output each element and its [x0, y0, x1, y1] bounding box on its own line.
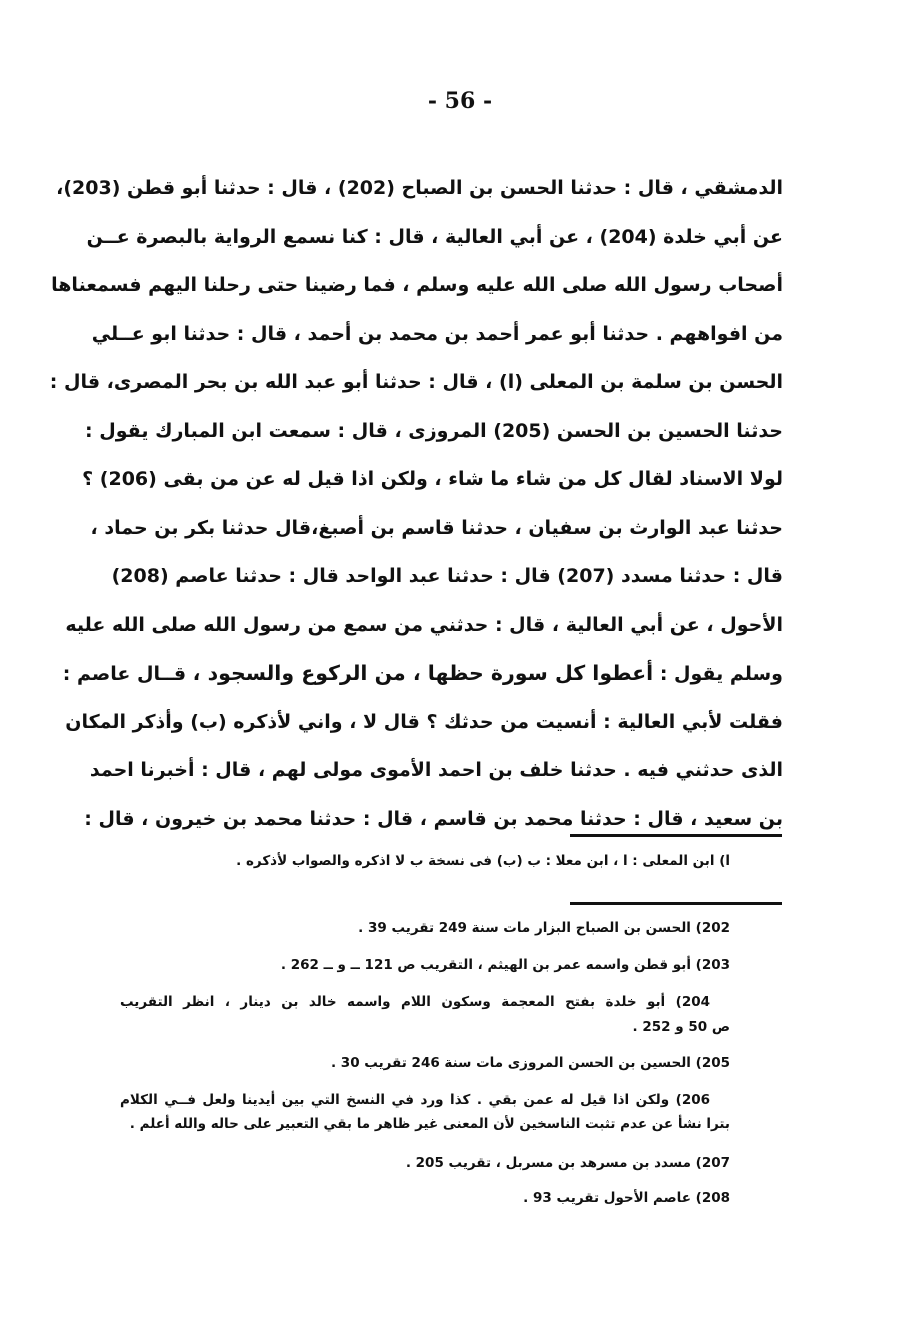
footnote-207: 207) مسدد بن مسرهد بن مسربل ، تقريب 205 . [405, 1155, 730, 1171]
variant-notes-divider [570, 834, 782, 837]
text-line-4: من افواههم . حدثنا أبو عمر أحمد بن محمد بن أحمد ، قال : حدثنا ابو عــلي [91, 322, 783, 345]
text-line-11-after: قــال عاصم : [62, 663, 187, 685]
footnotes-divider [570, 902, 782, 905]
page-number: - 56 - [427, 88, 493, 114]
text-line-9: قال : حدثنا مسدد (207) قال : حدثنا عبد الواحد قال : حدثنا عاصم (208) [111, 565, 783, 587]
text-line-14: بن سعيد ، قال : حدثنا محمد بن قاسم ، قال : حدثنا محمد بن خيرون ، قال : [84, 807, 783, 830]
text-line-3: أصحاب رسول الله صلى الله عليه وسلم ، فما رضينا حتى رحلنا اليهم فسمعناها [51, 274, 783, 296]
text-line-5: الحسن بن سلمة بن المعلى (ا) ، قال : حدثنا أبو عبد الله بن بحر المصرى، قال : [49, 371, 783, 393]
text-line-8: حدثنا عبد الوارث بن سفيان ، حدثنا قاسم بن أصبغ،قال حدثنا بكر بن حماد ، [90, 516, 783, 539]
text-line-1: الدمشقي ، قال : حدثنا الحسن بن الصباح (202) ، قال : حدثنا أبو قطن (203)، [56, 177, 783, 199]
footnote-203: 203) أبو قطن واسمه عمر بن الهيثم ، التقريب ص 121 ــ و ــ 262 . [280, 957, 730, 973]
text-line-12: فقلت لأبي العالية : أنسيت من حدثك ؟ قال لا ، واني لأذكره (ب) وأذكر المكان [65, 710, 783, 733]
text-line-6: حدثنا الحسين بن الحسن (205) المروزى ، قال : سمعت ابن المبارك يقول : [85, 419, 783, 442]
footnote-202: 202) الحسن بن الصباح البزار مات سنة 249 تقريب 39 . [358, 920, 730, 936]
text-line-7: لولا الاسناد لقال كل من شاء ما شاء ، ولكن اذا قيل له عن من بقى (206) ؟ [82, 468, 783, 490]
text-line-11-before: وسلم يقول : [659, 663, 783, 685]
footnote-206-line-2: بترا نشأ عن عدم تثبت الناسخين لأن المعنى غير ظاهر ما بقي التعبير على حاله والله أعلم . [129, 1116, 730, 1132]
text-line-11 [62, 653, 783, 702]
footnote-205: 205) الحسين بن الحسن المروزى مات سنة 246 تقريب 30 . [330, 1055, 730, 1071]
footnote-204-line-2: ص 50 و 252 . [632, 1019, 730, 1035]
footnote-206-line-1: 206) ولكن اذا قيل له عمن بقي . كذا ورد في النسخ التي بين أيدينا ولعل فــي الكلام [120, 1092, 710, 1108]
text-line-13: الذى حدثني فيه . حدثنا خلف بن احمد الأموى مولى لهم ، قال : أخبرنا احمد [89, 759, 783, 781]
text-line-2: عن أبي خلدة (204) ، عن أبي العالية ، قال : كنا نسمع الرواية بالبصرة عــن [86, 225, 783, 248]
variant-note: ا) ابن المعلى : ا ، ابن معلا : ب (ب) فى نسخة ب لا اذكره والصواب لأذكره . [236, 853, 730, 869]
main-text [49, 168, 783, 847]
footnote-208: 208) عاصم الأحول تقريب 93 . [523, 1190, 730, 1206]
footnote-204-line-1: 204) أبو خلدة بفتح المعجمة وسكون اللام واسمه خالد بن دينار ، انظر التقريب [120, 994, 710, 1010]
hadith-quote: أعطوا كل سورة حظها ، من الركوع والسجود ، [192, 661, 654, 685]
text-line-10: الأحول ، عن أبي العالية ، قال : حدثني من سمع من رسول الله صلى الله عليه [65, 613, 783, 636]
